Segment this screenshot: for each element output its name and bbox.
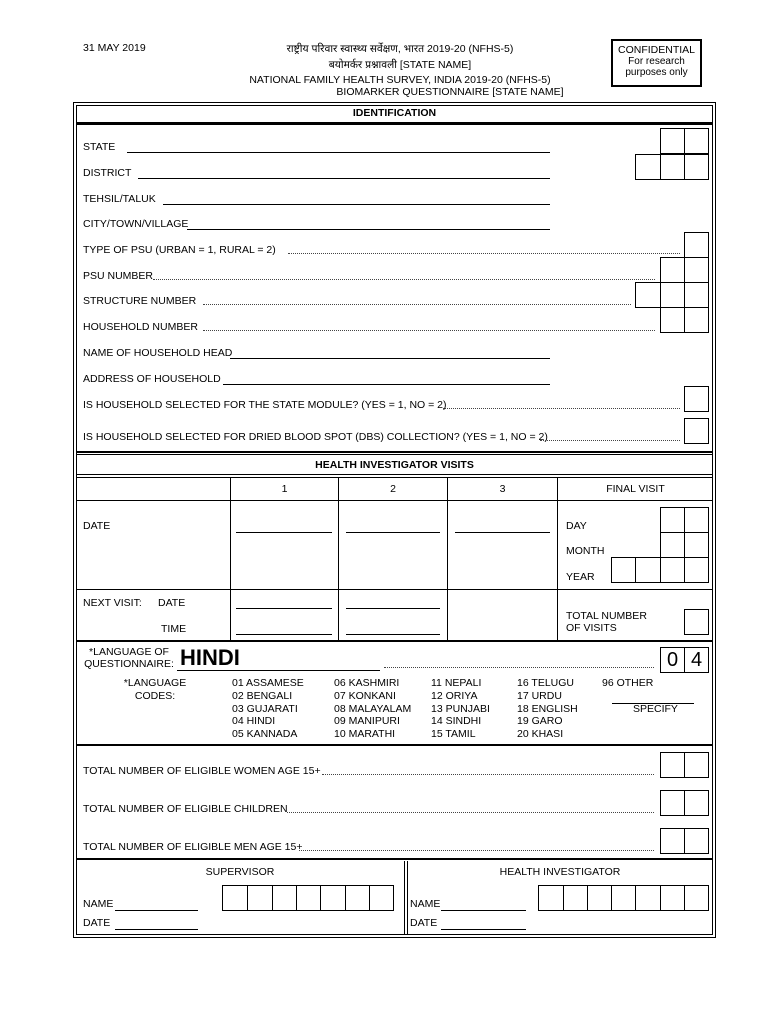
year-box-1[interactable] bbox=[611, 557, 636, 583]
divider bbox=[76, 640, 713, 642]
investigator-date-label: DATE bbox=[410, 917, 438, 929]
identification-heading: IDENTIFICATION bbox=[352, 107, 437, 119]
confidential-box bbox=[611, 39, 702, 87]
psu-number-box-1[interactable] bbox=[660, 257, 685, 283]
language-code-digit-1: 0 bbox=[666, 649, 679, 671]
supervisor-date-label: DATE bbox=[83, 917, 111, 929]
codes-label-2: CODES: bbox=[134, 690, 176, 702]
dot-leader bbox=[322, 774, 654, 775]
eligible-children-box-1[interactable] bbox=[660, 790, 685, 816]
hindi-title: राष्ट्रीय परिवार स्वास्थ्य सर्वेक्षण, भारत 2019-20 (NFHS-5) bbox=[286, 43, 514, 55]
total-visits-box[interactable] bbox=[684, 609, 709, 635]
tehsil-label: TEHSIL/TALUK bbox=[83, 193, 156, 205]
language-code: 05 KANNADA bbox=[232, 728, 298, 741]
district-label: DISTRICT bbox=[83, 167, 132, 179]
visit-2-date-field[interactable] bbox=[346, 532, 440, 533]
visit-3-date-field[interactable] bbox=[455, 532, 550, 533]
psu-number-label: PSU NUMBER bbox=[83, 270, 154, 282]
city-label: CITY/TOWN/VILLAGE bbox=[83, 218, 189, 230]
dbs-box[interactable] bbox=[684, 418, 709, 444]
survey-title: NATIONAL FAMILY HEALTH SURVEY, INDIA 2019-20 (NFHS-5) bbox=[249, 74, 551, 86]
divider bbox=[76, 744, 713, 746]
language-codes-col-3 bbox=[431, 677, 490, 741]
language-codes-col-1 bbox=[232, 677, 304, 741]
divider bbox=[76, 477, 713, 478]
visit-date-label: DATE bbox=[83, 520, 111, 532]
language-code: 14 SINDHI bbox=[431, 715, 482, 728]
visit-col-1: 1 bbox=[281, 483, 288, 495]
language-code: 20 KHASI bbox=[517, 728, 564, 741]
investigator-code-box-6[interactable] bbox=[660, 885, 685, 911]
language-value[interactable]: HINDI bbox=[180, 645, 240, 670]
district-code-box-3[interactable] bbox=[684, 154, 709, 180]
questionnaire-subtitle: BIOMARKER QUESTIONNAIRE [STATE NAME] bbox=[336, 86, 564, 98]
household-number-label: HOUSEHOLD NUMBER bbox=[83, 321, 198, 333]
state-module-label: IS HOUSEHOLD SELECTED FOR THE STATE MODULE? (YES = 1, NO = 2) bbox=[83, 399, 447, 411]
address-field[interactable] bbox=[223, 384, 550, 385]
col-divider bbox=[338, 478, 339, 640]
investigator-code-box-3[interactable] bbox=[587, 885, 612, 911]
visit-1-next-date-field[interactable] bbox=[236, 608, 332, 609]
visit-1-next-time-field[interactable] bbox=[236, 634, 332, 635]
confidential-note-1: For research bbox=[628, 56, 685, 67]
eligible-men-label: TOTAL NUMBER OF ELIGIBLE MEN AGE 15+ bbox=[83, 841, 303, 853]
language-code: 15 TAMIL bbox=[431, 728, 476, 741]
supervisor-code-box-6[interactable] bbox=[345, 885, 370, 911]
dot-leader bbox=[288, 253, 680, 254]
hindi-subtitle: बयोमर्कर प्रश्नावली [STATE NAME] bbox=[328, 59, 472, 71]
codes-label-1: *LANGUAGE bbox=[123, 677, 187, 689]
divider bbox=[76, 451, 713, 453]
structure-number-box-3[interactable] bbox=[684, 282, 709, 308]
eligible-men-box-2[interactable] bbox=[684, 828, 709, 854]
supervisor-date-field[interactable] bbox=[115, 929, 198, 930]
visit-col-3: 3 bbox=[499, 483, 506, 495]
district-field[interactable] bbox=[138, 178, 550, 179]
supervisor-name-field[interactable] bbox=[115, 910, 198, 911]
state-code-box-1[interactable] bbox=[660, 128, 685, 154]
household-number-box-2[interactable] bbox=[684, 307, 709, 333]
total-visits-label-2: OF VISITS bbox=[566, 622, 617, 634]
divider bbox=[76, 500, 713, 501]
language-code: 06 KASHMIRI bbox=[334, 677, 400, 689]
final-visit-header: FINAL VISIT bbox=[606, 483, 665, 495]
language-code: 09 MANIPURI bbox=[334, 715, 400, 728]
city-field[interactable] bbox=[187, 229, 550, 230]
language-code: 01 ASSAMESE bbox=[232, 677, 304, 689]
col-divider bbox=[557, 478, 558, 640]
language-code: 17 URDU bbox=[517, 689, 562, 702]
confidential-note-2: purposes only bbox=[625, 67, 688, 78]
address-label: ADDRESS OF HOUSEHOLD bbox=[83, 373, 221, 385]
psu-number-box-2[interactable] bbox=[684, 257, 709, 283]
tehsil-field[interactable] bbox=[163, 204, 550, 205]
col-divider bbox=[447, 478, 448, 640]
language-code-digit-2: 4 bbox=[690, 649, 703, 671]
language-codes-col-2 bbox=[334, 677, 411, 741]
investigator-date-field[interactable] bbox=[441, 929, 526, 930]
structure-number-box-1[interactable] bbox=[635, 282, 661, 308]
signoff-divider bbox=[404, 861, 405, 935]
investigator-code-box-4[interactable] bbox=[611, 885, 636, 911]
specify-label: SPECIFY bbox=[633, 703, 678, 715]
language-code-box-1[interactable] bbox=[660, 647, 685, 673]
visit-col-2: 2 bbox=[390, 483, 396, 495]
confidential-label: CONFIDENTIAL bbox=[617, 44, 695, 56]
day-box-1[interactable] bbox=[660, 507, 685, 533]
language-code-box-2[interactable] bbox=[684, 647, 709, 673]
household-number-box-1[interactable] bbox=[660, 307, 685, 333]
dot-leader bbox=[153, 279, 655, 280]
divider bbox=[76, 474, 713, 475]
eligible-women-label: TOTAL NUMBER OF ELIGIBLE WOMEN AGE 15+ bbox=[83, 765, 321, 777]
language-code: 07 KONKANI bbox=[334, 689, 396, 702]
supervisor-code-box-3[interactable] bbox=[272, 885, 297, 911]
year-box-2[interactable] bbox=[635, 557, 661, 583]
next-visit-date-label: DATE bbox=[158, 597, 186, 609]
supervisor-name-label: NAME bbox=[83, 898, 114, 910]
structure-number-label: STRUCTURE NUMBER bbox=[83, 295, 197, 307]
dot-leader bbox=[299, 850, 654, 851]
dot-leader bbox=[443, 408, 680, 409]
form-date: 31 MAY 2019 bbox=[83, 42, 146, 54]
investigator-code-box-2[interactable] bbox=[563, 885, 588, 911]
dot-leader bbox=[384, 667, 654, 668]
language-code: 13 PUNJABI bbox=[431, 702, 490, 715]
language-code: 11 NEPALI bbox=[431, 677, 482, 689]
household-head-label: NAME OF HOUSEHOLD HEAD bbox=[83, 347, 233, 359]
district-code-box-2[interactable] bbox=[660, 154, 685, 180]
year-label: YEAR bbox=[566, 571, 595, 583]
other-language-label: 96 OTHER bbox=[602, 677, 654, 689]
visit-1-date-field[interactable] bbox=[236, 532, 332, 533]
language-code: 08 MALAYALAM bbox=[334, 702, 412, 715]
supervisor-code-box-5[interactable] bbox=[320, 885, 346, 911]
next-visit-time-label: TIME bbox=[161, 623, 187, 635]
eligible-men-box-1[interactable] bbox=[660, 828, 685, 854]
supervisor-code-box-4[interactable] bbox=[296, 885, 321, 911]
dot-leader bbox=[287, 812, 654, 813]
language-code: 12 ORIYA bbox=[431, 689, 478, 702]
language-field bbox=[177, 670, 380, 671]
language-code: 02 BENGALI bbox=[232, 689, 293, 702]
household-head-field[interactable] bbox=[230, 358, 550, 359]
total-visits-label-1: TOTAL NUMBER bbox=[566, 610, 647, 622]
district-code-box-1[interactable] bbox=[635, 154, 661, 180]
language-label-2: QUESTIONNAIRE: bbox=[84, 658, 174, 670]
month-box-1[interactable] bbox=[660, 532, 685, 558]
day-box-2[interactable] bbox=[684, 507, 709, 533]
investigator-code-box-1[interactable] bbox=[538, 885, 564, 911]
month-box-2[interactable] bbox=[684, 532, 709, 558]
language-code: 16 TELUGU bbox=[517, 677, 574, 689]
supervisor-code-box-2[interactable] bbox=[247, 885, 273, 911]
investigator-heading: HEALTH INVESTIGATOR bbox=[499, 866, 621, 878]
col-divider bbox=[230, 478, 231, 640]
visit-2-next-time-field[interactable] bbox=[346, 634, 440, 635]
state-label: STATE bbox=[83, 141, 116, 153]
day-label: DAY bbox=[566, 520, 587, 532]
language-code: 19 GARO bbox=[517, 715, 563, 728]
divider bbox=[76, 454, 713, 455]
state-field[interactable] bbox=[127, 152, 550, 153]
year-box-3[interactable] bbox=[660, 557, 685, 583]
language-code: 03 GUJARATI bbox=[232, 702, 298, 715]
eligible-women-box-2[interactable] bbox=[684, 752, 709, 778]
visit-2-next-date-field[interactable] bbox=[346, 608, 440, 609]
language-codes-col-4 bbox=[517, 677, 578, 741]
language-label-1: *LANGUAGE OF bbox=[89, 646, 169, 658]
investigator-code-box-5[interactable] bbox=[635, 885, 661, 911]
psu-type-box[interactable] bbox=[684, 232, 709, 258]
dbs-label: IS HOUSEHOLD SELECTED FOR DRIED BLOOD SPOT (DBS) COLLECTION? (YES = 1, NO = 2) bbox=[83, 431, 548, 443]
divider bbox=[76, 858, 713, 860]
next-visit-label: NEXT VISIT: bbox=[83, 597, 142, 609]
dot-leader bbox=[540, 440, 680, 441]
language-code: 04 HINDI bbox=[232, 715, 276, 728]
eligible-children-box-2[interactable] bbox=[684, 790, 709, 816]
language-code: 10 MARATHI bbox=[334, 728, 396, 741]
language-code: 18 ENGLISH bbox=[517, 702, 578, 715]
structure-number-box-2[interactable] bbox=[660, 282, 685, 308]
month-label: MONTH bbox=[566, 545, 605, 557]
investigator-name-field[interactable] bbox=[441, 910, 526, 911]
psu-type-label: TYPE OF PSU (URBAN = 1, RURAL = 2) bbox=[83, 244, 276, 256]
divider bbox=[76, 589, 713, 590]
dot-leader bbox=[203, 330, 655, 331]
eligible-children-label: TOTAL NUMBER OF ELIGIBLE CHILDREN bbox=[83, 803, 288, 815]
supervisor-heading: SUPERVISOR bbox=[205, 866, 275, 878]
state-module-box[interactable] bbox=[684, 386, 709, 412]
year-box-4[interactable] bbox=[684, 557, 709, 583]
state-code-box-2[interactable] bbox=[684, 128, 709, 154]
investigator-code-box-7[interactable] bbox=[684, 885, 709, 911]
eligible-women-box-1[interactable] bbox=[660, 752, 685, 778]
supervisor-code-box-1[interactable] bbox=[222, 885, 248, 911]
visits-heading: HEALTH INVESTIGATOR VISITS bbox=[315, 459, 474, 471]
supervisor-code-box-7[interactable] bbox=[369, 885, 394, 911]
investigator-name-label: NAME bbox=[410, 898, 441, 910]
divider bbox=[76, 123, 713, 125]
dot-leader bbox=[203, 304, 631, 305]
